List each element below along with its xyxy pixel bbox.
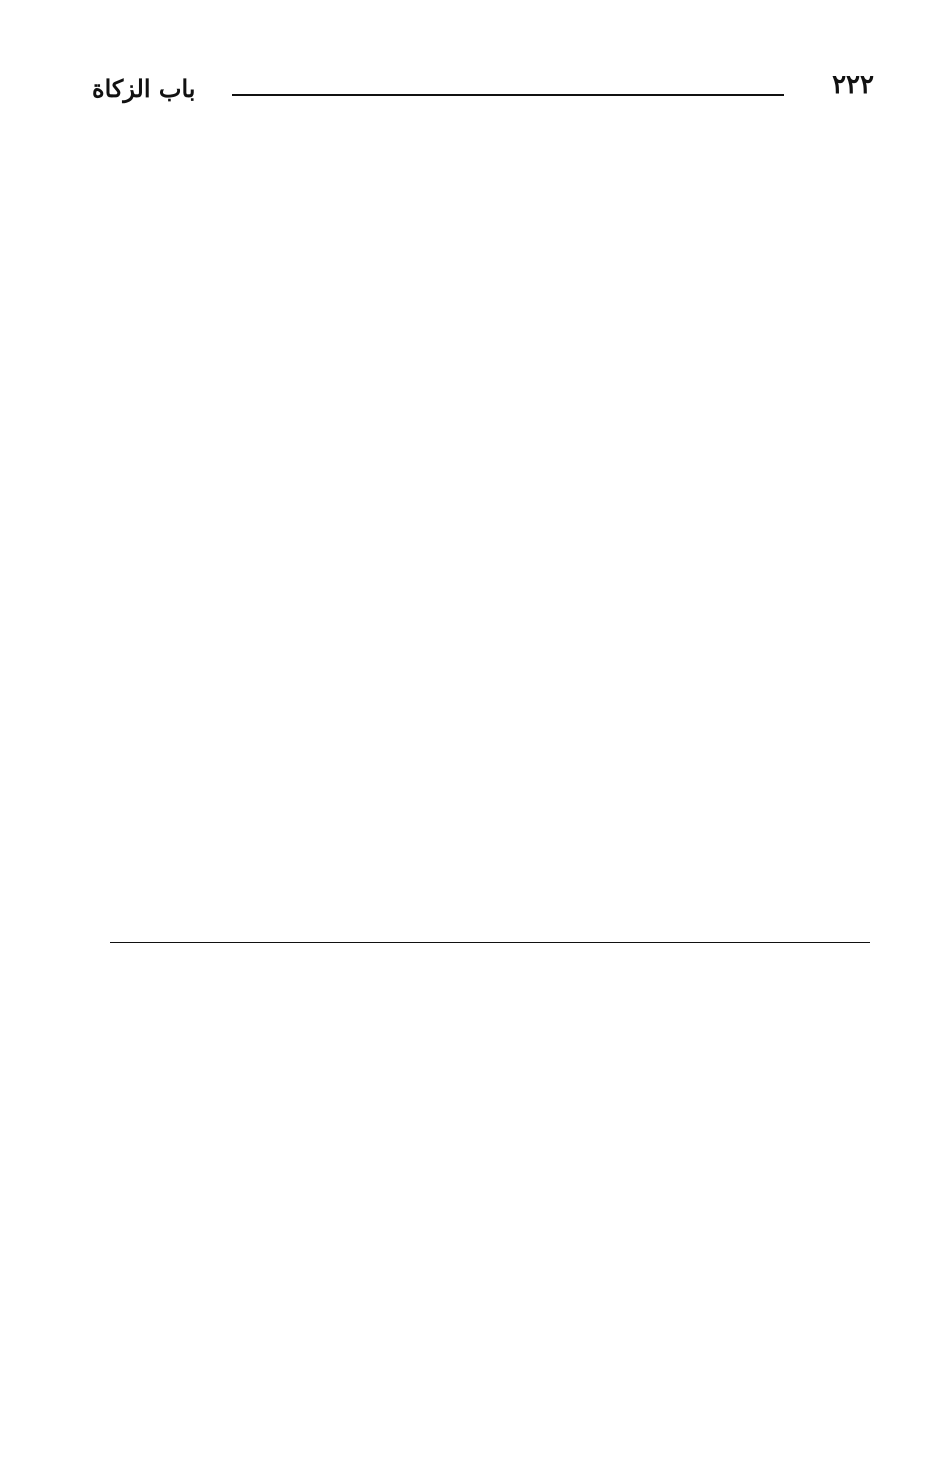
footnote-paragraph [92,958,874,1165]
text-line [92,652,874,692]
text-line [92,331,874,371]
text-line [92,773,874,813]
text-line [92,210,874,250]
text-line [92,853,874,893]
page-number: ٢٢٢ [832,70,874,100]
text-line [92,130,874,170]
footnotes [92,958,874,1352]
text-line [92,291,874,331]
text-line [92,452,874,492]
footnote-line [92,1214,874,1249]
text-line [92,411,874,451]
footnote-line [92,1317,874,1352]
footnote-line [92,1283,874,1318]
text-line [92,371,874,411]
text-line [92,572,874,612]
paragraph-gap [92,1165,874,1179]
footnote-paragraph [92,1179,874,1352]
text-line [92,532,874,572]
text-line [92,733,874,773]
header-rule [232,94,784,96]
text-line [92,612,874,652]
text-line [92,693,874,733]
main-text [92,130,874,934]
text-line [92,251,874,291]
footnote-line [92,993,874,1028]
footnote-line [92,958,874,993]
text-line [92,492,874,532]
footnote-line [92,1179,874,1214]
footnote-line [92,1027,874,1062]
text-line [92,170,874,210]
footnote-line [92,1248,874,1283]
text-line [92,894,874,934]
footnote-separator [110,942,870,943]
footnote-line [92,1062,874,1097]
running-title: باب الزكاة [92,74,196,103]
text-line [92,813,874,853]
footnote-line [92,1131,874,1166]
footnote-line [92,1096,874,1131]
page-header [92,68,874,108]
